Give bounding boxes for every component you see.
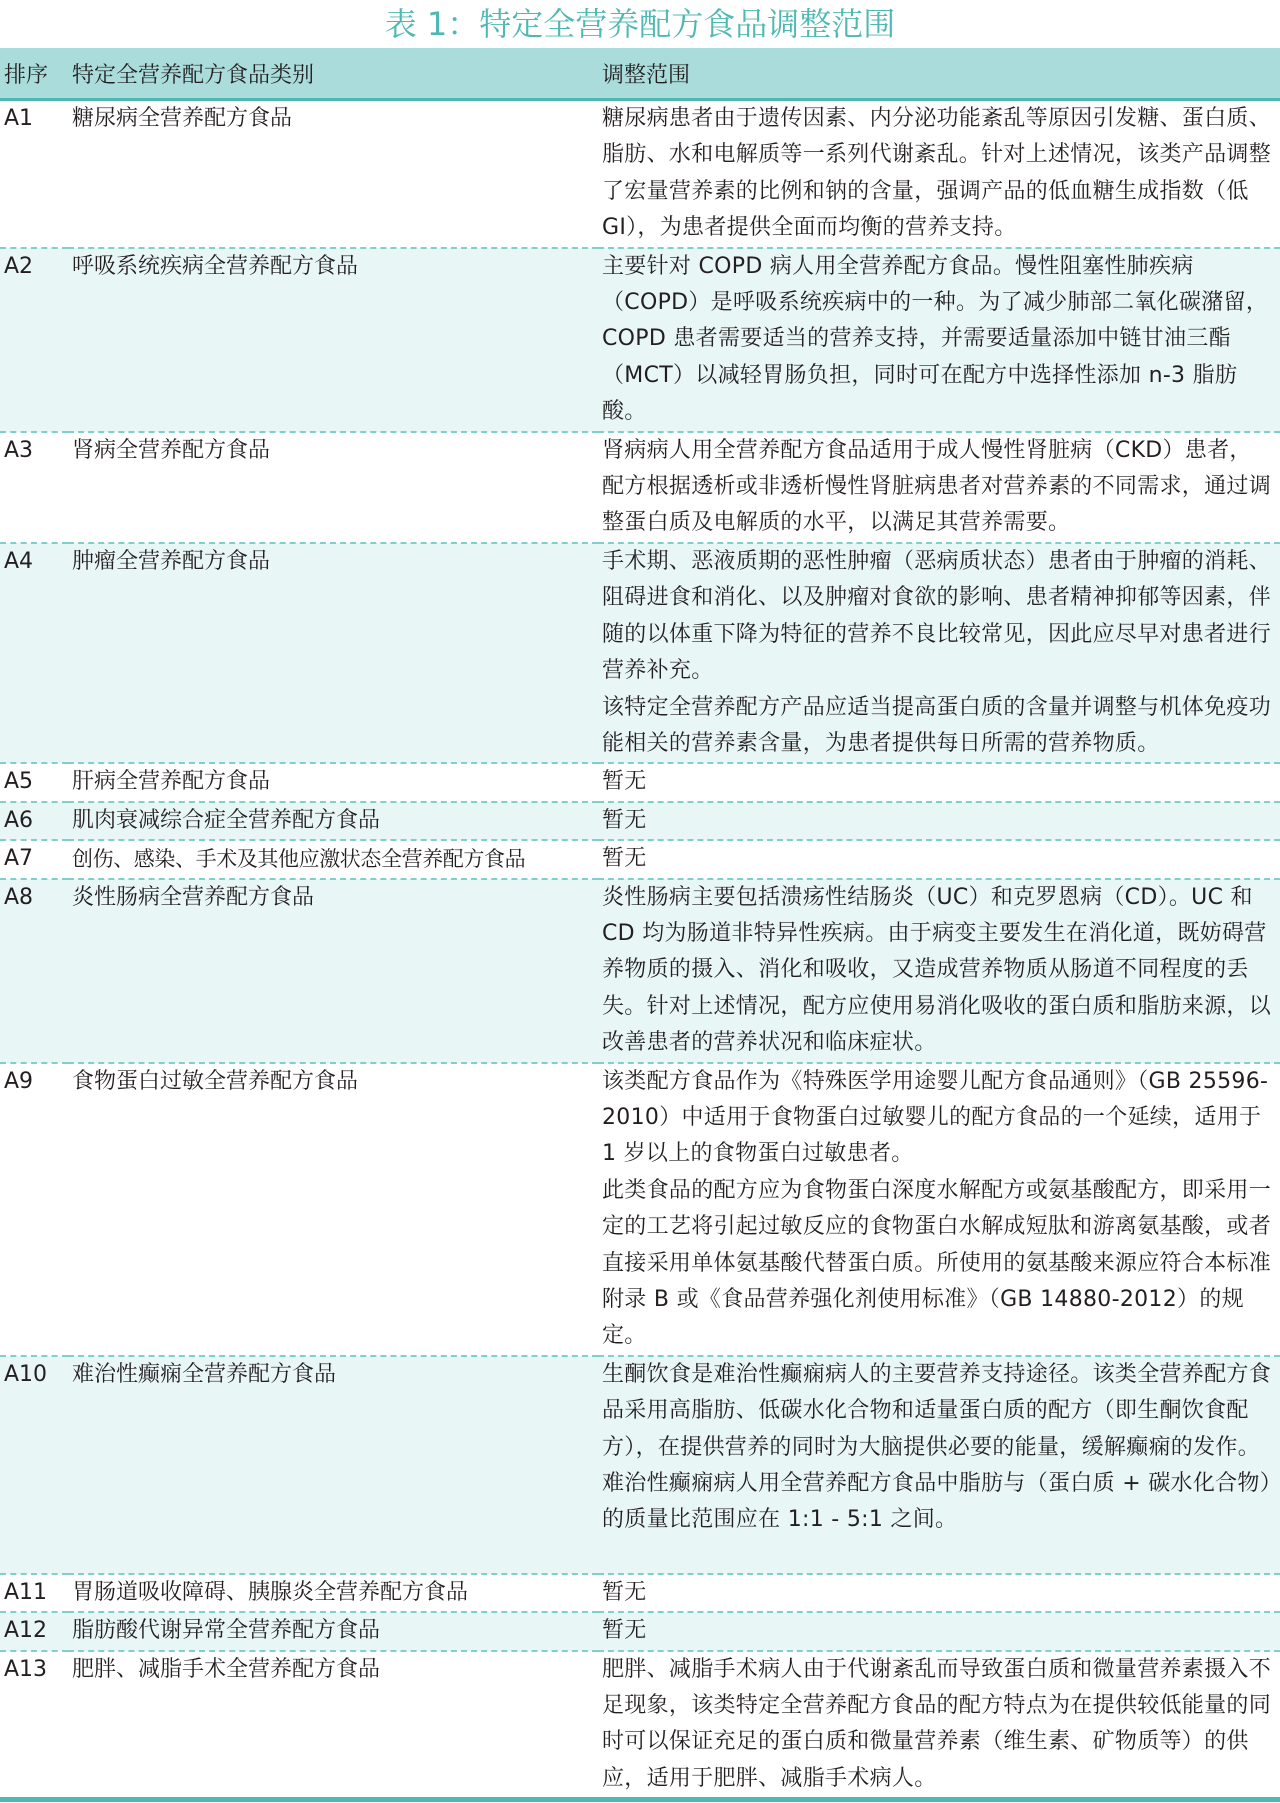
range-paragraph: 此类食品的配方应为食物蛋白深度水解配方或氨基酸配方，即采用一定的工艺将引起过敏反应的食物蛋白水解成短肽和游离氨基酸，或者直接采用单体氨基酸代替蛋白质。所使用的氨基酸来源应符合本标准附录 B 或《食品营养强化剂使用标准》（GB 14880-2012）的规定。: [602, 1177, 1272, 1349]
row-id: A12: [0, 1612, 68, 1650]
row-range: [598, 1651, 1280, 1800]
row-category: 胃肠道吸收障碍、胰腺炎全营养配方食品: [68, 1574, 598, 1612]
table-row: [0, 432, 1280, 543]
header-order: 排序: [0, 48, 68, 100]
table-row: [0, 1651, 1280, 1800]
table-row: [0, 1612, 1280, 1650]
range-paragraph: 暂无: [602, 1579, 647, 1605]
row-range: [598, 1612, 1280, 1650]
table-row: [0, 100, 1280, 248]
range-paragraph: 暂无: [602, 769, 647, 795]
range-paragraph: 该特定全营养配方产品应适当提高蛋白质的含量并调整与机体免疫功能相关的营养素含量，为患者提供每日所需的营养物质。: [602, 694, 1272, 756]
row-category: 肥胖、减脂手术全营养配方食品: [68, 1651, 598, 1800]
header-row: [0, 48, 1280, 100]
row-id: A1: [0, 100, 68, 248]
row-range: [598, 879, 1280, 1063]
row-id: A6: [0, 802, 68, 840]
row-id: A9: [0, 1063, 68, 1356]
row-range: [598, 432, 1280, 543]
row-category: 肿瘤全营养配方食品: [68, 543, 598, 763]
row-category: 糖尿病全营养配方食品: [68, 100, 598, 248]
row-range: [598, 543, 1280, 763]
range-paragraph: 手术期、恶液质期的恶性肿瘤（恶病质状态）患者由于肿瘤的消耗、阻碍进食和消化、以及肿瘤对食欲的影响、患者精神抑郁等因素，伴随的以体重下降为特征的营养不良比较常见，因此应尽早对患者进行营养补充。: [602, 548, 1272, 684]
row-category: 肌肉衰减综合症全营养配方食品: [68, 802, 598, 840]
row-id: A4: [0, 543, 68, 763]
range-paragraph: 暂无: [602, 846, 647, 872]
row-category: 脂肪酸代谢异常全营养配方食品: [68, 1612, 598, 1650]
table-row: [0, 879, 1280, 1063]
table-row: [0, 802, 1280, 840]
table-row: [0, 763, 1280, 801]
table-row: [0, 1574, 1280, 1612]
table-body: [0, 100, 1280, 1800]
row-category: 肾病全营养配方食品: [68, 432, 598, 543]
range-paragraph: 该类配方食品作为《特殊医学用途婴儿配方食品通则》（GB 25596-2010）中适用于食物蛋白过敏婴儿的配方食品的一个延续，适用于 1 岁以上的食物蛋白过敏患者。: [602, 1068, 1269, 1167]
row-range: [598, 100, 1280, 248]
row-category: 食物蛋白过敏全营养配方食品: [68, 1063, 598, 1356]
table-row: [0, 1356, 1280, 1574]
row-id: A13: [0, 1651, 68, 1800]
row-id: A2: [0, 248, 68, 432]
row-id: A11: [0, 1574, 68, 1612]
row-id: A7: [0, 840, 68, 878]
range-paragraph: 肥胖、减脂手术病人由于代谢紊乱而导致蛋白质和微量营养素摄入不足现象，该类特定全营养配方食品的配方特点为在提供较低能量的同时可以保证充足的蛋白质和微量营养素（维生素、矿物质等）的供应，适用于肥胖、减脂手术病人。: [602, 1656, 1272, 1791]
row-category: 难治性癫痫全营养配方食品: [68, 1356, 598, 1574]
row-id: A10: [0, 1356, 68, 1574]
table-row: [0, 1063, 1280, 1356]
table-row: [0, 840, 1280, 878]
table-title: 表 1：特定全营养配方食品调整范围: [384, 5, 896, 43]
header-category: 特定全营养配方食品类别: [68, 48, 598, 100]
range-paragraph: 生酮饮食是难治性癫痫病人的主要营养支持途径。该类全营养配方食品采用高脂肪、低碳水化合物和适量蛋白质的配方（即生酮饮食配方），在提供营养的同时为大脑提供必要的能量，缓解癫痫的发作。: [602, 1361, 1272, 1460]
row-range: [598, 1356, 1280, 1574]
table-header: [0, 48, 1280, 100]
row-range: [598, 763, 1280, 801]
row-category: 呼吸系统疾病全营养配方食品: [68, 248, 598, 432]
range-paragraph: 糖尿病患者由于遗传因素、内分泌功能紊乱等原因引发糖、蛋白质、脂肪、水和电解质等一系列代谢紊乱。针对上述情况，该类产品调整了宏量营养素的比例和钠的含量，强调产品的低血糖生成指数（低 GI），为患者提供全面而均衡的营养支持。: [602, 106, 1272, 241]
row-range: [598, 840, 1280, 878]
range-paragraph: 难治性癫痫病人用全营养配方食品中脂肪与（蛋白质 + 碳水化合物）的质量比范围应在 1:1 - 5:1 之间。: [602, 1471, 1272, 1533]
row-range: [598, 248, 1280, 432]
row-range: [598, 1063, 1280, 1356]
row-category: 炎性肠病全营养配方食品: [68, 879, 598, 1063]
range-paragraph: 炎性肠病主要包括溃疡性结肠炎（UC）和克罗恩病（CD）。UC 和 CD 均为肠道非特异性疾病。由于病变主要发生在消化道，既妨碍营养物质的摄入、消化和吸收，又造成营养物质从肠道不同程度的丢失。针对上述情况，配方应使用易消化吸收的蛋白质和脂肪来源，以改善患者的营养状况和临床症状。: [602, 884, 1272, 1056]
row-range: [598, 1574, 1280, 1612]
adjustment-range-table: [0, 48, 1280, 1802]
range-paragraph: 暂无: [602, 1618, 647, 1644]
range-paragraph: 暂无: [602, 807, 647, 833]
range-paragraph: 主要针对 COPD 病人用全营养配方食品。慢性阻塞性肺疾病（COPD）是呼吸系统疾病中的一种。为了减少肺部二氧化碳潴留，COPD 患者需要适当的营养支持，并需要适量添加中链甘油三酯（MCT）以减轻胃肠负担，同时可在配方中选择性添加 n-3 脂肪酸。: [602, 253, 1269, 425]
row-range: [598, 802, 1280, 840]
table-row: [0, 543, 1280, 763]
row-category: 创伤、感染、手术及其他应激状态全营养配方食品: [68, 840, 598, 878]
row-id: A5: [0, 763, 68, 801]
header-range: 调整范围: [598, 48, 1280, 100]
table-row: [0, 248, 1280, 432]
range-paragraph: 肾病病人用全营养配方食品适用于成人慢性肾脏病（CKD）患者，配方根据透析或非透析慢性肾脏病患者对营养素的不同需求，通过调整蛋白质及电解质的水平，以满足其营养需要。: [602, 437, 1272, 536]
row-id: A3: [0, 432, 68, 543]
row-category: 肝病全营养配方食品: [68, 763, 598, 801]
row-id: A8: [0, 879, 68, 1063]
